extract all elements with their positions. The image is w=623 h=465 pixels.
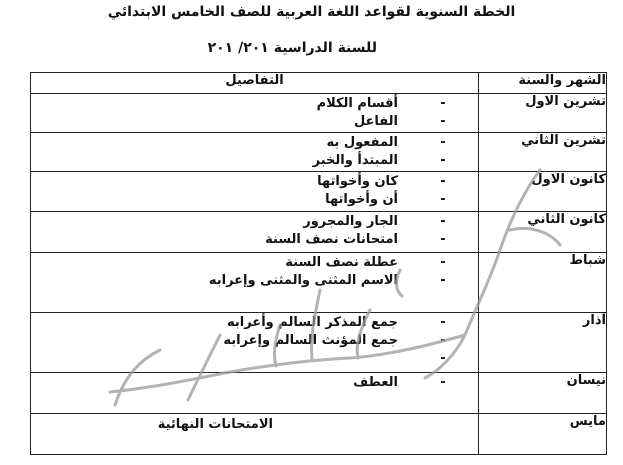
details-cell [31, 172, 479, 212]
bullet-dash: - [440, 213, 446, 229]
annual-plan-table [30, 72, 607, 455]
bullet-dash: - [440, 272, 446, 288]
topic-text: المبتدأ والخبر [312, 152, 398, 168]
topic-text: أقسام الكلام [316, 95, 398, 111]
month-cell: نيسان [479, 373, 607, 414]
list-item [31, 271, 478, 289]
topic-text: جمع المذكر السالم وأعرابه [227, 314, 398, 330]
month-cell: مايس [479, 414, 607, 455]
details-cell [31, 94, 479, 133]
details-cell [31, 253, 479, 313]
table-row [31, 313, 607, 373]
topic-text: جمع المؤنث السالم وإعرابه [223, 332, 398, 348]
bullet-dash: - [440, 191, 446, 207]
bullet-dash: - [440, 95, 446, 111]
bullet-dash: - [440, 314, 446, 330]
table-row [31, 253, 607, 313]
topic-text: امتحانات نصف السنة [265, 231, 398, 247]
bullet-dash: - [440, 254, 446, 270]
list-item [31, 331, 478, 349]
table-row [31, 414, 607, 455]
topic-text: الفاعل [353, 113, 398, 129]
bullet-dash: - [440, 231, 446, 247]
month-column-header: الشهر والسنة [479, 73, 607, 94]
list-item [31, 133, 478, 151]
table-header-row [31, 73, 607, 94]
topic-text: أن وأخواتها [325, 191, 398, 207]
table-row [31, 133, 607, 172]
final-exams-text: الامتحانات النهائية [157, 417, 273, 432]
details-column-header: التفاصيل [31, 73, 479, 94]
bullet-dash: - [440, 332, 446, 348]
table-row [31, 212, 607, 253]
table-row [31, 94, 607, 133]
list-item [31, 373, 478, 391]
bullet-dash: - [440, 134, 446, 150]
table-row [31, 373, 607, 414]
details-cell [31, 313, 479, 373]
list-item [31, 349, 478, 367]
topic-text: كان وأخواتها [317, 173, 398, 189]
details-cell [31, 373, 479, 414]
list-item [31, 151, 478, 169]
month-cell: شباط [479, 253, 607, 313]
topic-text: العطف [353, 374, 398, 390]
month-cell: آذار [479, 313, 607, 373]
bullet-dash: - [440, 113, 446, 129]
list-item [31, 112, 478, 130]
list-item [31, 212, 478, 230]
document-title: الخطة السنوية لقواعد اللغة العربية للصف الخامس الابتدائي [107, 4, 516, 20]
list-item [31, 190, 478, 208]
bullet-dash: - [440, 173, 446, 189]
bullet-dash: - [440, 374, 446, 390]
month-cell: كانون الثاني [479, 212, 607, 253]
topic-text: المفعول به [326, 134, 398, 150]
month-cell: تشرين الثاني [479, 133, 607, 172]
details-cell [31, 414, 479, 455]
details-cell [31, 212, 479, 253]
month-cell: تشرين الاول [479, 94, 607, 133]
topic-text: عطلة نصف السنة [285, 254, 398, 270]
bullet-dash: - [440, 350, 446, 366]
bullet-dash: - [440, 152, 446, 168]
list-item [31, 94, 478, 112]
list-item [31, 313, 478, 331]
list-item [31, 230, 478, 248]
details-cell [31, 133, 479, 172]
topic-text: الجار والمجرور [303, 213, 398, 229]
table-row [31, 172, 607, 212]
list-item [31, 253, 478, 271]
list-item [31, 172, 478, 190]
topic-text: الاسم المثنى والمثنى وإعرابه [208, 272, 398, 288]
month-cell: كانون الاول [479, 172, 607, 212]
academic-year-line: للسنة الدراسية ٢٠١/ ٢٠١ [207, 40, 377, 56]
